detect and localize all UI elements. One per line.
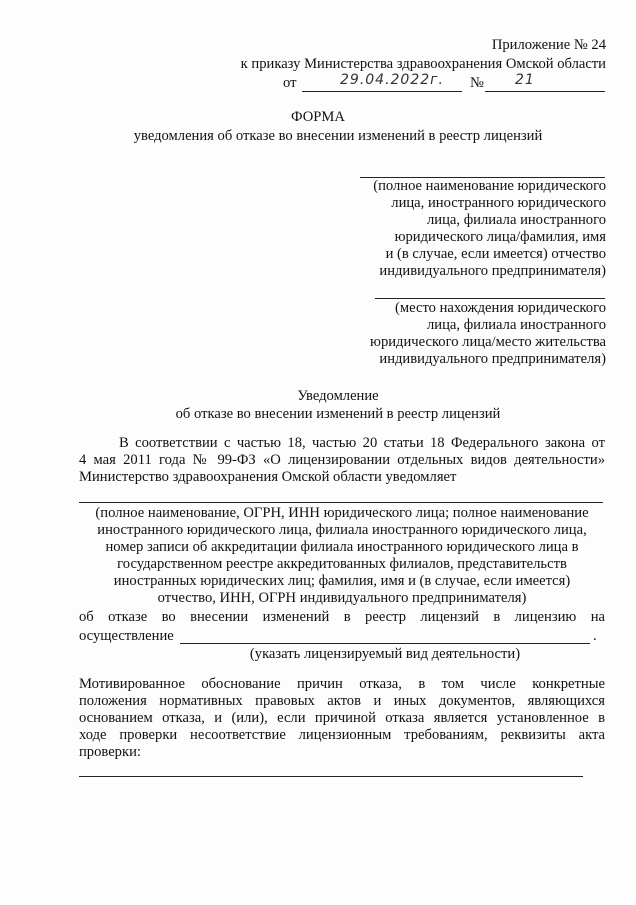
activity-line — [180, 643, 590, 644]
activity-suffix: . — [593, 628, 597, 644]
reason-paragraph: Мотивированное обоснование причин отказа, в том числе конкретные положения нормативных правовых актов и иных документов, являющихся основанием отказа, и (или), если причиной отказа является установленное в ходе проверки несоответствие лицензионным требованиям, реквизиты акта проверки: — [79, 676, 605, 760]
appendix-order: к приказу Министерства здравоохранения Омской области — [240, 56, 606, 72]
number-line — [485, 91, 605, 92]
refusal-line: об отказе во внесении изменений в реестр лицензий в лицензию на — [79, 609, 605, 625]
notice-title: Уведомление — [297, 388, 379, 404]
notice-subtitle: об отказе во внесении изменений в реестр лицензий — [175, 406, 501, 422]
date-line — [302, 91, 462, 92]
addressee-address-line — [375, 298, 605, 299]
form-subheading: уведомления об отказе во внесении изменений в реестр лицензий — [133, 128, 543, 144]
date-handwritten: 29.04.2022г. — [340, 72, 444, 88]
number-prefix: № — [470, 75, 484, 91]
date-prefix: от — [283, 75, 297, 91]
party-line — [79, 502, 603, 503]
number-handwritten: 21 — [515, 72, 535, 88]
appendix-title: Приложение № 24 — [491, 37, 606, 53]
party-hint: (полное наименование, ОГРН, ИНН юридического лица; полное наименование иностранного юридического лица, филиала иностранного юридического лица, номер записи об аккредитации филиала иностранного юридического лица в государственном реестре аккредитованных филиалов, представительств иностранных юридических лиц; фамилия, имя и (в случае, если имеется) отчество, ИНН, ОГРН индивидуального предпринимателя) — [95, 505, 589, 606]
activity-hint: (указать лицензируемый вид деятельности) — [249, 646, 521, 662]
addressee-name-hint: (полное наименование юридического лица, иностранного юридического лица, филиала иностранного юридического лица/фамилия, имя и (в случае, если имеется) отчество индивидуального предпринимателя) — [373, 178, 606, 279]
form-heading: ФОРМА — [291, 109, 345, 125]
addressee-address-hint: (место нахождения юридического лица, филиала иностранного юридического лица/место жительства индивидуального предпринимателя) — [370, 300, 606, 367]
activity-prefix: осуществление — [79, 628, 174, 644]
intro-paragraph: В соответствии с частью 18, частью 20 статьи 18 Федерального закона от 4 мая 2011 года № 99-ФЗ «О лицензировании отдельных видов деятельности» Министерство здравоохранения Омской области уведомляет — [79, 435, 605, 485]
reason-line — [79, 776, 583, 777]
